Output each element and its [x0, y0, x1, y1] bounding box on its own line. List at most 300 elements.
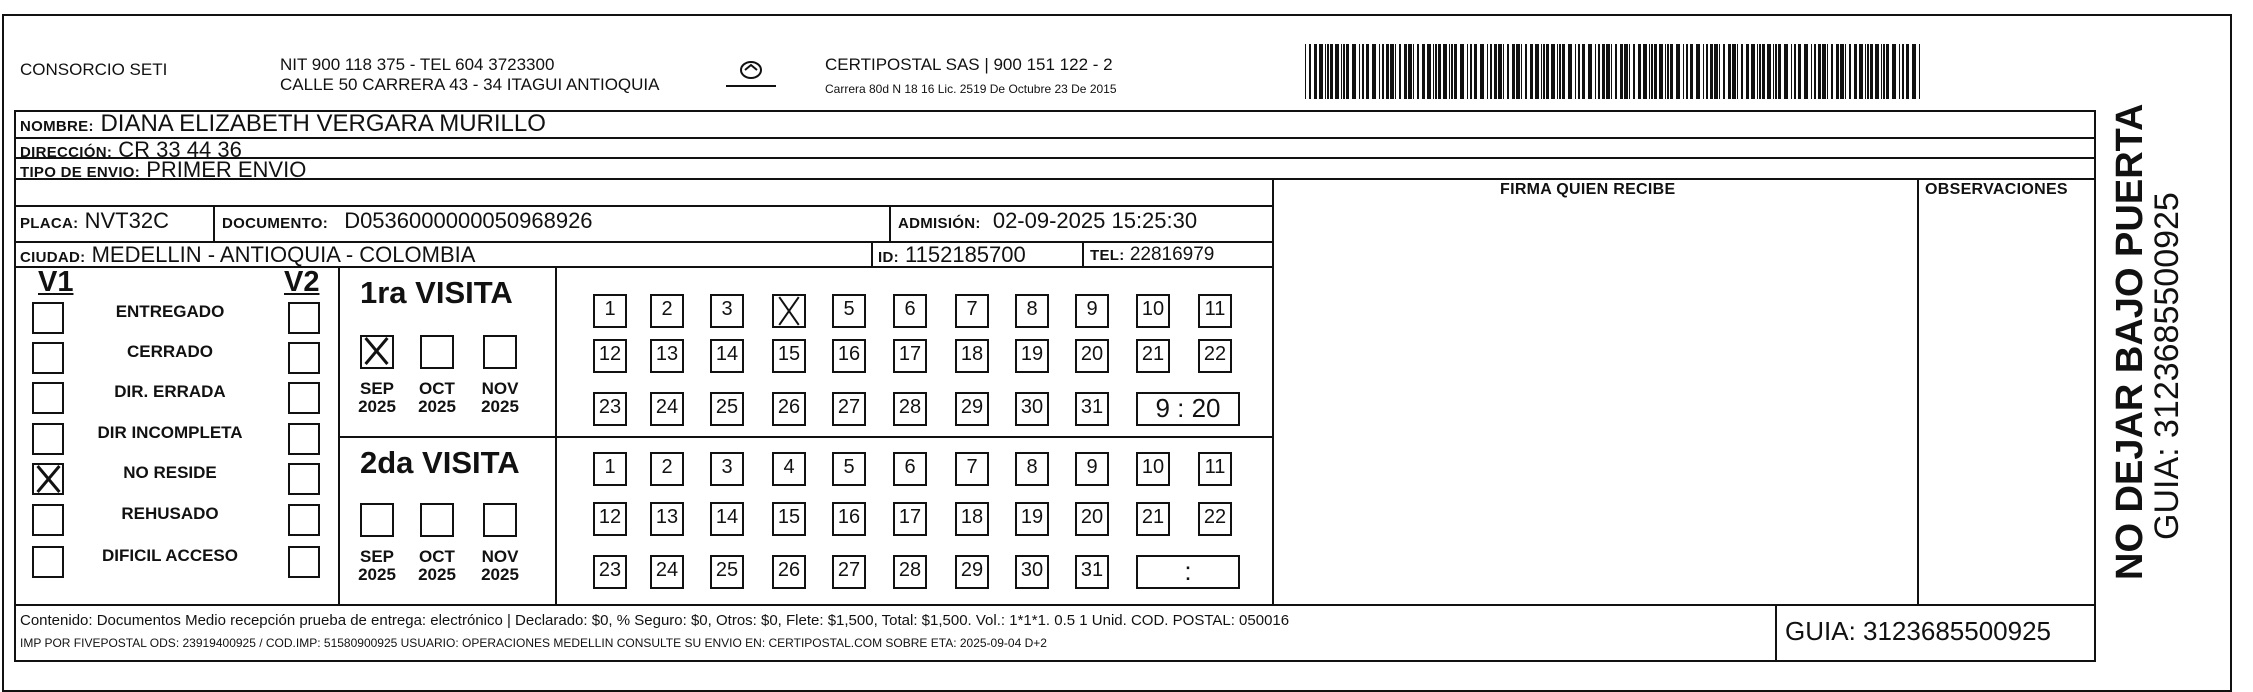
day-box[interactable]: 12	[593, 339, 627, 373]
barcode-bar	[1611, 44, 1612, 99]
status-label: CERRADO	[127, 342, 213, 361]
barcode-bar	[1728, 44, 1731, 99]
col-line	[2094, 110, 2096, 662]
barcode	[1305, 44, 1925, 99]
month-label: NOV	[481, 379, 519, 398]
month-year: 2025	[418, 397, 456, 416]
day-box[interactable]: 19	[1015, 339, 1049, 373]
barcode-bar	[1490, 44, 1492, 99]
certipostal-logo	[720, 56, 782, 96]
day-box[interactable]: 20	[1075, 502, 1109, 536]
day-box[interactable]: 11	[1198, 294, 1232, 328]
day-box[interactable]: 17	[893, 339, 927, 373]
month-checkbox[interactable]	[420, 335, 454, 369]
barcode-bar	[1859, 44, 1863, 99]
barcode-bar	[1546, 44, 1549, 99]
month-caption	[349, 380, 405, 416]
day-box[interactable]: 26	[772, 392, 806, 426]
barcode-bar	[1512, 44, 1515, 99]
day-box[interactable]: 1	[593, 452, 627, 486]
barcode-bar	[1494, 44, 1497, 99]
day-box[interactable]: 13	[650, 339, 684, 373]
barcode-bar	[1667, 44, 1669, 99]
day-box[interactable]: 18	[955, 502, 989, 536]
day-box[interactable]: 30	[1015, 392, 1049, 426]
barcode-bar	[1683, 44, 1684, 99]
day-box[interactable]: 22	[1198, 339, 1232, 373]
v1-checkbox[interactable]	[32, 342, 64, 374]
barcode-bar	[1892, 44, 1896, 99]
col-line	[213, 205, 215, 241]
day-box[interactable]: 5	[832, 452, 866, 486]
barcode-bar	[1335, 44, 1339, 99]
barcode-bar	[1470, 44, 1472, 99]
barcode-bar	[1575, 44, 1576, 99]
barcode-bar	[1919, 44, 1920, 99]
barcode-bar	[1670, 44, 1673, 99]
firma-header: FIRMA QUIEN RECIBE	[1500, 181, 1676, 198]
v1-checkbox[interactable]	[32, 423, 64, 455]
month-label: SEP	[359, 547, 395, 566]
barcode-bar	[1433, 44, 1434, 99]
barcode-bar	[1379, 44, 1380, 99]
barcode-bar	[1773, 44, 1774, 99]
barcode-bar	[1582, 44, 1585, 99]
day-box[interactable]: 31	[1075, 392, 1109, 426]
barcode-bar	[1811, 44, 1812, 99]
day-box[interactable]: 21	[1136, 502, 1170, 536]
day-box[interactable]: 30	[1015, 555, 1049, 589]
barcode-bar	[1305, 44, 1306, 99]
v2-checkbox[interactable]	[288, 382, 320, 414]
day-box[interactable]: 26	[772, 555, 806, 589]
v1-header: V1	[38, 266, 74, 298]
day-box[interactable]: 9	[1075, 294, 1109, 328]
barcode-bar	[1578, 44, 1580, 99]
day-box[interactable]: 19	[1015, 502, 1049, 536]
month-year: 2025	[358, 565, 396, 584]
barcode-bar	[1449, 44, 1450, 99]
barcode-bar	[1654, 44, 1657, 99]
tipo-row	[20, 157, 306, 183]
barcode-bar	[1643, 44, 1647, 99]
day-box[interactable]: 7	[955, 294, 989, 328]
day-box[interactable]: 29	[955, 392, 989, 426]
barcode-bar	[1346, 44, 1349, 99]
status-label: DIR INCOMPLETA	[97, 423, 243, 442]
id-value: 1152185700	[905, 242, 1026, 267]
day-box[interactable]: 22	[1198, 502, 1232, 536]
barcode-bar	[1706, 44, 1708, 99]
day-box[interactable]: 28	[893, 392, 927, 426]
barcode-bar	[1902, 44, 1904, 99]
barcode-bar	[1314, 44, 1317, 99]
v1-checkbox[interactable]	[32, 504, 64, 536]
barcode-bar	[1899, 44, 1900, 99]
day-box[interactable]: 14	[710, 502, 744, 536]
month-year: 2025	[481, 397, 519, 416]
day-box[interactable]: 6	[893, 294, 927, 328]
barcode-bar	[1327, 44, 1329, 99]
month-label: OCT	[419, 379, 455, 398]
month-checkbox[interactable]	[360, 503, 394, 537]
v2-checkbox[interactable]	[288, 546, 320, 578]
barcode-bar	[1798, 44, 1801, 99]
barcode-bar	[1633, 44, 1635, 99]
row-line	[14, 157, 2094, 159]
second-visit-title: 2da VISITA	[360, 445, 520, 480]
placa-value: NVT32C	[84, 208, 169, 233]
admision-value: 02-09-2025 15:25:30	[992, 208, 1198, 233]
barcode-bar	[1413, 44, 1414, 99]
status-label: REHUSADO	[121, 504, 219, 523]
barcode-bar	[1521, 44, 1522, 99]
barcode-bar	[1719, 44, 1720, 99]
barcode-bar	[1422, 44, 1425, 99]
barcode-bar	[1395, 44, 1396, 99]
barcode-bar	[1741, 44, 1743, 99]
month-caption	[472, 548, 528, 584]
v2-checkbox[interactable]	[288, 302, 320, 334]
barcode-bar	[1559, 44, 1561, 99]
month-year: 2025	[481, 565, 519, 584]
col-line	[871, 241, 873, 266]
month-label: NOV	[481, 547, 519, 566]
v2-checkbox[interactable]	[288, 463, 320, 495]
barcode-bar	[1875, 44, 1879, 99]
barcode-bar	[1794, 44, 1796, 99]
barcode-bar	[1460, 44, 1464, 99]
barcode-bar	[1804, 44, 1808, 99]
barcode-bar	[1352, 44, 1356, 99]
barcode-bar	[1759, 44, 1761, 99]
day-box[interactable]: 16	[832, 502, 866, 536]
barcode-bar	[1588, 44, 1592, 99]
barcode-bar	[1867, 44, 1869, 99]
barcode-bar	[1620, 44, 1623, 99]
barcode-bar	[1341, 44, 1342, 99]
day-box[interactable]: 18	[955, 339, 989, 373]
row-line	[14, 604, 2094, 606]
barcode-bar	[1836, 44, 1839, 99]
day-box[interactable]	[772, 294, 806, 328]
col-line	[889, 205, 891, 241]
row-line	[338, 436, 555, 438]
barcode-bar	[1629, 44, 1630, 99]
v1-checkbox[interactable]	[32, 382, 64, 414]
documento-cell	[222, 208, 593, 234]
day-box[interactable]: 25	[710, 392, 744, 426]
side-guia: GUIA: 3123685500925	[2148, 192, 2186, 540]
month-label: OCT	[419, 547, 455, 566]
day-box[interactable]: 27	[832, 392, 866, 426]
barcode-bar	[1746, 44, 1749, 99]
side-notice-block	[2110, 104, 2184, 580]
barcode-bar	[1723, 44, 1725, 99]
day-box[interactable]: 6	[893, 452, 927, 486]
barcode-bar	[1840, 44, 1844, 99]
barcode-bar	[1767, 44, 1771, 99]
barcode-bar	[1906, 44, 1909, 99]
imp-text: IMP POR FIVEPOSTAL ODS: 23919400925 / COD.IMP: 51580900925 USUARIO: OPERACIONES MEDELLIN CONSULTE SU ENVIO EN: CERTIPOSTAL.COM SOBRE ETA: 2025-09-04 D+2	[20, 636, 1047, 650]
barcode-bar	[1638, 44, 1641, 99]
day-box[interactable]: 14	[710, 339, 744, 373]
barcode-bar	[1751, 44, 1755, 99]
barcode-bar	[1474, 44, 1477, 99]
nombre-row	[20, 110, 546, 138]
barcode-bar	[1881, 44, 1882, 99]
barcode-bar	[1330, 44, 1333, 99]
barcode-bar	[1343, 44, 1345, 99]
row-line	[14, 178, 2094, 180]
status-label: ENTREGADO	[115, 302, 225, 321]
ciudad-label: CIUDAD:	[20, 249, 86, 266]
day-box[interactable]: 3	[710, 294, 744, 328]
v2-checkbox[interactable]	[288, 504, 320, 536]
barcode-bar	[1427, 44, 1431, 99]
row-line	[14, 660, 2094, 662]
barcode-bar	[1366, 44, 1369, 99]
certipostal-line: CERTIPOSTAL SAS | 900 151 122 - 2	[825, 55, 1113, 74]
barcode-bar	[1865, 44, 1866, 99]
status-label: NO RESIDE	[123, 463, 217, 482]
placa-label: PLACA:	[20, 215, 79, 232]
nit-line: NIT 900 118 375 - TEL 604 3723300	[280, 55, 555, 74]
month-caption	[409, 548, 465, 584]
time-box[interactable]: :	[1136, 555, 1240, 589]
barcode-bar	[1595, 44, 1596, 99]
barcode-bar	[1404, 44, 1407, 99]
barcode-bar	[1438, 44, 1441, 99]
day-box[interactable]: 20	[1075, 339, 1109, 373]
barcode-bar	[1624, 44, 1628, 99]
month-year: 2025	[358, 397, 396, 416]
day-box[interactable]: 13	[650, 502, 684, 536]
barcode-bar	[1696, 44, 1700, 99]
barcode-bar	[1454, 44, 1457, 99]
barcode-bar	[1543, 44, 1545, 99]
documento-value: D0536000000050968926	[344, 208, 593, 233]
day-box[interactable]: 11	[1198, 452, 1232, 486]
day-box[interactable]: 31	[1075, 555, 1109, 589]
barcode-bar	[1845, 44, 1846, 99]
barcode-bar	[1516, 44, 1520, 99]
barcode-bar	[1451, 44, 1453, 99]
barcode-bar	[1568, 44, 1572, 99]
barcode-bar	[1551, 44, 1555, 99]
month-label: SEP	[359, 379, 395, 398]
tipo-value: PRIMER ENVIO	[146, 157, 307, 182]
id-cell	[878, 242, 1026, 268]
barcode-bar	[1498, 44, 1502, 99]
barcode-bar	[1557, 44, 1558, 99]
barcode-bar	[1602, 44, 1605, 99]
day-box[interactable]: 25	[710, 555, 744, 589]
status-label: DIFICIL ACCESO	[101, 546, 238, 565]
barcode-bar	[1390, 44, 1394, 99]
barcode-bar	[1467, 44, 1468, 99]
barcode-bar	[1606, 44, 1610, 99]
barcode-bar	[1399, 44, 1401, 99]
day-box[interactable]: 10	[1136, 294, 1170, 328]
month-caption	[472, 380, 528, 416]
day-box[interactable]: 23	[593, 555, 627, 589]
day-box[interactable]: 12	[593, 502, 627, 536]
v2-checkbox[interactable]	[288, 342, 320, 374]
barcode-bar	[1562, 44, 1565, 99]
day-box[interactable]: 24	[650, 555, 684, 589]
barcode-bar	[1714, 44, 1718, 99]
barcode-bar	[1372, 44, 1376, 99]
day-box[interactable]: 1	[593, 294, 627, 328]
tel-label: TEL:	[1090, 247, 1125, 264]
time-box[interactable]: 9 : 20	[1136, 392, 1240, 426]
barcode-bar	[1775, 44, 1777, 99]
barcode-bar	[1870, 44, 1873, 99]
observaciones-header: OBSERVACIONES	[1925, 181, 2068, 198]
col-line	[1917, 178, 1919, 606]
day-box[interactable]: 3	[710, 452, 744, 486]
day-box[interactable]: 23	[593, 392, 627, 426]
first-visit-title: 1ra VISITA	[360, 275, 513, 310]
barcode-bar	[1703, 44, 1704, 99]
col-line	[1775, 604, 1777, 660]
barcode-bar	[1827, 44, 1828, 99]
barcode-bar	[1814, 44, 1816, 99]
barcode-bar	[1659, 44, 1663, 99]
day-box[interactable]: 28	[893, 555, 927, 589]
barcode-bar	[1822, 44, 1826, 99]
barcode-bar	[1503, 44, 1504, 99]
barcode-bar	[1525, 44, 1527, 99]
month-year: 2025	[418, 565, 456, 584]
barcode-bar	[1443, 44, 1447, 99]
ciudad-cell	[20, 242, 475, 268]
barcode-bar	[1309, 44, 1311, 99]
barcode-bar	[1791, 44, 1792, 99]
barcode-bar	[1690, 44, 1693, 99]
admision-label: ADMISIÓN:	[898, 215, 981, 232]
barcode-bar	[1651, 44, 1653, 99]
direccion-value: CR 33 44 36	[118, 137, 242, 162]
day-box[interactable]: 5	[832, 294, 866, 328]
barcode-bar	[1598, 44, 1600, 99]
barcode-bar	[1818, 44, 1821, 99]
month-checkbox[interactable]	[420, 503, 454, 537]
barcode-bar	[1831, 44, 1833, 99]
day-box[interactable]: 10	[1136, 452, 1170, 486]
day-box[interactable]: 17	[893, 502, 927, 536]
barcode-bar	[1359, 44, 1360, 99]
day-box[interactable]: 15	[772, 502, 806, 536]
barcode-bar	[1649, 44, 1650, 99]
v1-checkbox[interactable]	[32, 546, 64, 578]
day-box[interactable]: 27	[832, 555, 866, 589]
barcode-bar	[1435, 44, 1437, 99]
barcode-bar	[1784, 44, 1788, 99]
barcode-bar	[1757, 44, 1758, 99]
col-line	[14, 110, 16, 662]
admision-cell	[898, 208, 1197, 234]
day-box[interactable]: 2	[650, 452, 684, 486]
barcode-bar	[1615, 44, 1617, 99]
day-box[interactable]: 9	[1075, 452, 1109, 486]
barcode-bar	[1319, 44, 1323, 99]
v2-checkbox[interactable]	[288, 423, 320, 455]
col-line	[1082, 241, 1084, 266]
barcode-bar	[1737, 44, 1738, 99]
guia-box: GUIA: 3123685500925	[1785, 616, 2051, 646]
contenido-text: Contenido: Documentos Medio recepción prueba de entrega: electrónico | Declarado: $0, % Seguro: $0, Otros: $0, Flete: $1,500, Total: $1,500. Vol.: 1*1*1. 0.5 1 Unid. COD. POSTAL: 050016	[20, 612, 1290, 629]
barcode-bar	[1762, 44, 1765, 99]
barcode-bar	[1883, 44, 1885, 99]
placa-cell	[20, 208, 169, 234]
month-checkbox[interactable]	[360, 335, 394, 369]
barcode-bar	[1487, 44, 1488, 99]
v2-header: V2	[284, 266, 320, 298]
v1-checkbox[interactable]	[32, 302, 64, 334]
day-box[interactable]: 16	[832, 339, 866, 373]
col-line	[555, 266, 557, 604]
month-checkbox[interactable]	[483, 335, 517, 369]
barcode-bar	[1541, 44, 1542, 99]
barcode-bar	[1530, 44, 1533, 99]
barcode-bar	[1480, 44, 1484, 99]
day-box[interactable]: 29	[955, 555, 989, 589]
barcode-bar	[1686, 44, 1688, 99]
barcode-bar	[1535, 44, 1539, 99]
license-line: Carrera 80d N 18 16 Lic. 2519 De Octubre 23 De 2015	[825, 82, 1117, 96]
ciudad-value: MEDELLIN - ANTIOQUIA - COLOMBIA	[91, 242, 476, 267]
month-caption	[409, 380, 465, 416]
day-box[interactable]: 7	[955, 452, 989, 486]
company-name: CONSORCIO SETI	[20, 60, 168, 79]
day-box[interactable]: 24	[650, 392, 684, 426]
barcode-bar	[1362, 44, 1364, 99]
v1-checkbox[interactable]	[32, 463, 64, 495]
barcode-bar	[1325, 44, 1326, 99]
status-label: DIR. ERRADA	[114, 382, 226, 401]
id-label: ID:	[878, 249, 899, 266]
col-line	[338, 266, 340, 604]
month-checkbox[interactable]	[483, 503, 517, 537]
day-box[interactable]: 8	[1015, 294, 1049, 328]
barcode-bar	[1886, 44, 1889, 99]
barcode-bar	[1912, 44, 1916, 99]
day-box[interactable]: 15	[772, 339, 806, 373]
barcode-bar	[1710, 44, 1713, 99]
nombre-label: NOMBRE:	[20, 118, 94, 135]
barcode-bar	[1507, 44, 1509, 99]
documento-label: DOCUMENTO:	[222, 215, 329, 232]
barcode-bar	[1778, 44, 1781, 99]
barcode-bar	[1382, 44, 1384, 99]
day-box[interactable]: 2	[650, 294, 684, 328]
nombre-value: DIANA ELIZABETH VERGARA MURILLO	[100, 110, 546, 137]
day-box[interactable]: 8	[1015, 452, 1049, 486]
day-box[interactable]: 21	[1136, 339, 1170, 373]
barcode-bar	[1676, 44, 1680, 99]
barcode-bar	[1386, 44, 1389, 99]
barcode-bar	[1854, 44, 1857, 99]
barcode-bar	[1732, 44, 1736, 99]
col-line	[1272, 178, 1274, 606]
day-box[interactable]: 4	[772, 452, 806, 486]
address-line: CALLE 50 CARRERA 43 - 34 ITAGUI ANTIOQUIA	[280, 75, 660, 94]
tipo-label: TIPO DE ENVIO:	[20, 164, 141, 181]
barcode-bar	[1849, 44, 1851, 99]
side-notice: NO DEJAR BAJO PUERTA	[2109, 103, 2151, 580]
